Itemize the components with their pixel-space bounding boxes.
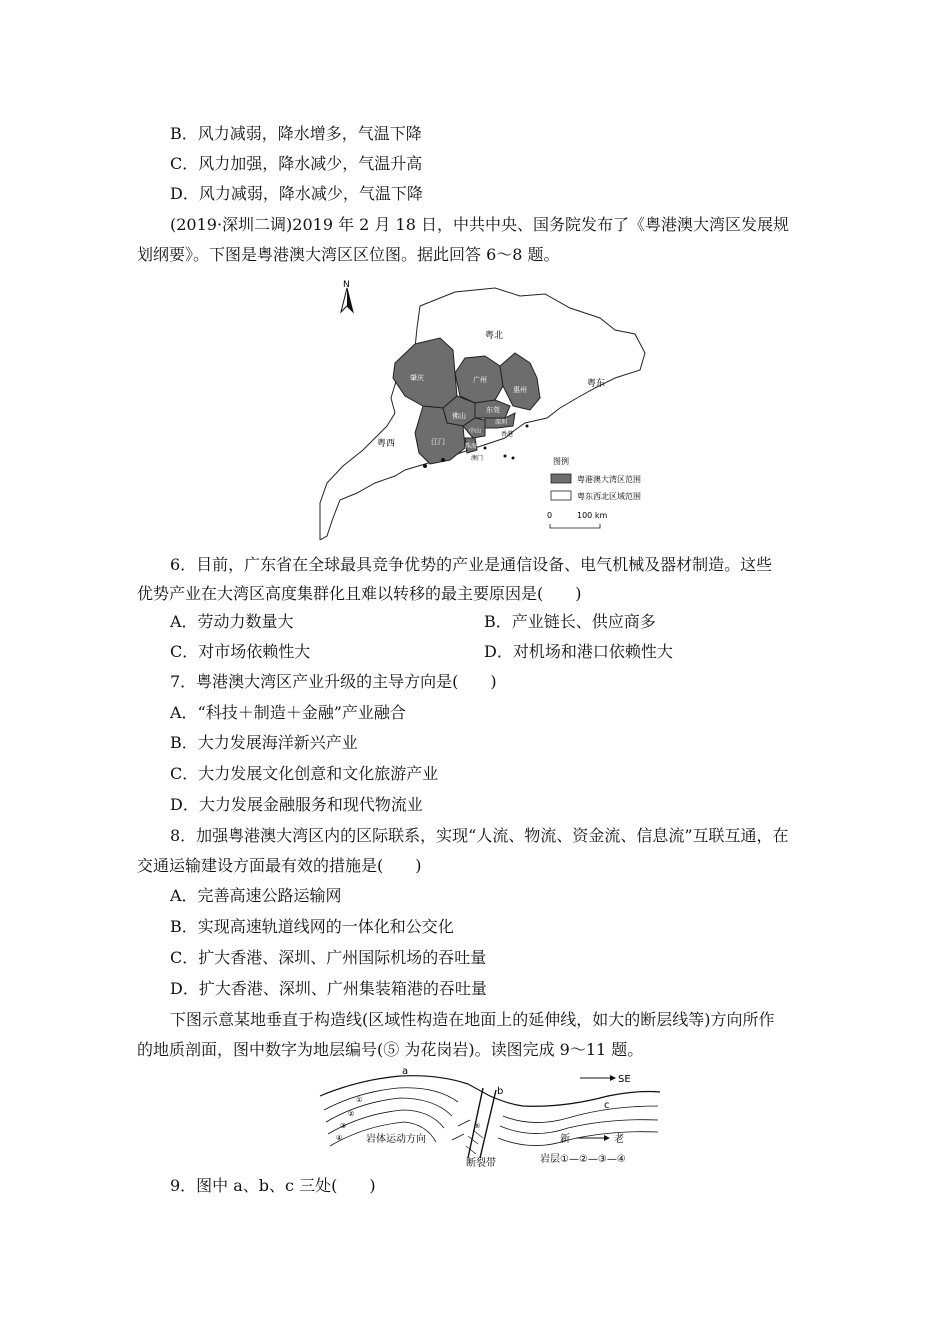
legend-item2: 粤东西北区域范围	[577, 492, 641, 501]
intro-6-8-line2: 划纲要》。下图是粤港澳大湾区区位图。据此回答 6～8 题。	[137, 245, 560, 264]
label-yuedong: 粤东	[587, 379, 606, 389]
intro-9-11-line2: 的地质剖面，图中数字为地层编号(⑤ 为花岗岩)。读图完成 9～11 题。	[137, 1040, 644, 1059]
label-jiangmen: 江门	[431, 438, 445, 446]
legend-title: 图例	[553, 457, 569, 466]
q7-option-c: C．大力发展文化创意和文化旅游产业	[170, 764, 439, 783]
q6-option-a: A．劳动力数量大	[170, 612, 294, 631]
label-guangzhou: 广州	[473, 376, 487, 384]
direction-se: SE	[618, 1074, 631, 1085]
point-c: c	[604, 1100, 610, 1111]
label-yuexi: 粤西	[377, 439, 396, 449]
label-zhuhai: 珠海	[465, 443, 478, 450]
q9-stem: 9．图中 a、b、c 三处( )	[170, 1176, 376, 1195]
label-zhaoqing: 肇庆	[410, 374, 424, 382]
label-zhongshan: 中山	[469, 428, 482, 435]
q8-option-a: A．完善高速公路运输网	[170, 886, 342, 905]
fault-line	[480, 1090, 496, 1158]
legend-swatch-other	[551, 491, 571, 500]
q7-option-a: A．“科技＋制造＋金融”产业融合	[170, 703, 406, 722]
q8-option-c: C．扩大香港、深圳、广州国际机场的吞吐量	[170, 948, 487, 967]
q8-option-d: D．扩大香港、深圳、广州集装箱港的吞吐量	[170, 979, 487, 998]
fault-zone-label: 断裂带	[466, 1158, 496, 1168]
prev-option-c: C．风力加强，降水减少，气温升高	[170, 154, 423, 173]
q6-option-c: C．对市场依赖性大	[170, 642, 311, 661]
point-a: a	[402, 1066, 409, 1077]
label-foshan: 佛山	[452, 412, 466, 420]
arrow-right-icon	[604, 1135, 610, 1141]
north-label: N	[343, 280, 350, 290]
q6-stem-line2: 优势产业在大湾区高度集群化且难以转移的最主要原因是( )	[137, 584, 582, 603]
q6-option-d: D．对机场和港口依赖性大	[484, 642, 673, 661]
prev-option-b: B．风力减弱，降水增多，气温下降	[170, 124, 422, 143]
stratum-num3: ③	[340, 1122, 347, 1130]
q7-stem: 7．粤港澳大湾区产业升级的主导方向是( )	[170, 672, 497, 691]
q7-option-d: D．大力发展金融服务和现代物流业	[170, 795, 423, 814]
north-arrow-icon	[341, 288, 353, 312]
stratum-num4: ④	[336, 1134, 343, 1142]
stratum-num1: ①	[356, 1096, 363, 1104]
legend-item1: 粤港澳大湾区范围	[577, 475, 641, 484]
point-b: b	[497, 1086, 504, 1097]
q8-stem-line1: 8．加强粤港澳大湾区内的区际联系，实现“人流、物流、资金流、信息流”互联互通，在	[170, 826, 789, 845]
intro-6-8-line1: (2019·深圳二调)2019 年 2 月 18 日，中共中央、国务院发布了《粤港澳大湾区发展规	[170, 215, 789, 234]
scale-zero: 0	[547, 511, 553, 520]
q6-stem-line1: 6．目前，广东省在全球最具竞争优势的产业是通信设备、电气机械及器材制造。这些	[170, 555, 773, 574]
legend-strata: 岩层①—②—③—④	[540, 1154, 626, 1165]
greater-bay-area-map	[315, 278, 690, 540]
label-xianggang: 香港	[501, 431, 514, 438]
label-shenzhen: 深圳	[495, 419, 508, 426]
prev-option-d: D．风力减弱，降水减少，气温下降	[170, 184, 423, 203]
rock-movement-label: 岩体运动方向	[366, 1134, 426, 1145]
label-yuebei: 粤北	[485, 331, 504, 341]
q6-option-b: B．产业链长、供应商多	[484, 612, 656, 631]
scale-bar	[550, 524, 600, 528]
intro-9-11-line1: 下图示意某地垂直于构造线(区域性构造在地面上的延伸线，如大的断层线等)方向所作	[170, 1010, 775, 1029]
q8-stem-line2: 交通运输建设方面最有效的措施是( )	[137, 856, 422, 875]
q8-option-b: B．实现高速轨道线网的一体化和公交化	[170, 917, 454, 936]
stratum-num2: ②	[348, 1110, 355, 1118]
label-dongguan: 东莞	[486, 406, 500, 414]
geologic-section-diagram	[318, 1066, 663, 1168]
label-aomen: 澳门	[471, 455, 484, 462]
scale-dist: 100 km	[577, 511, 608, 520]
stratum-num5: ⑤	[474, 1122, 481, 1130]
legend-old: 老	[614, 1134, 624, 1145]
q7-option-b: B．大力发展海洋新兴产业	[170, 733, 358, 752]
label-huizhou: 惠州	[513, 386, 527, 394]
legend-new: 新	[560, 1134, 570, 1145]
arrow-right-icon	[610, 1075, 616, 1081]
legend-swatch-bay	[551, 474, 571, 483]
